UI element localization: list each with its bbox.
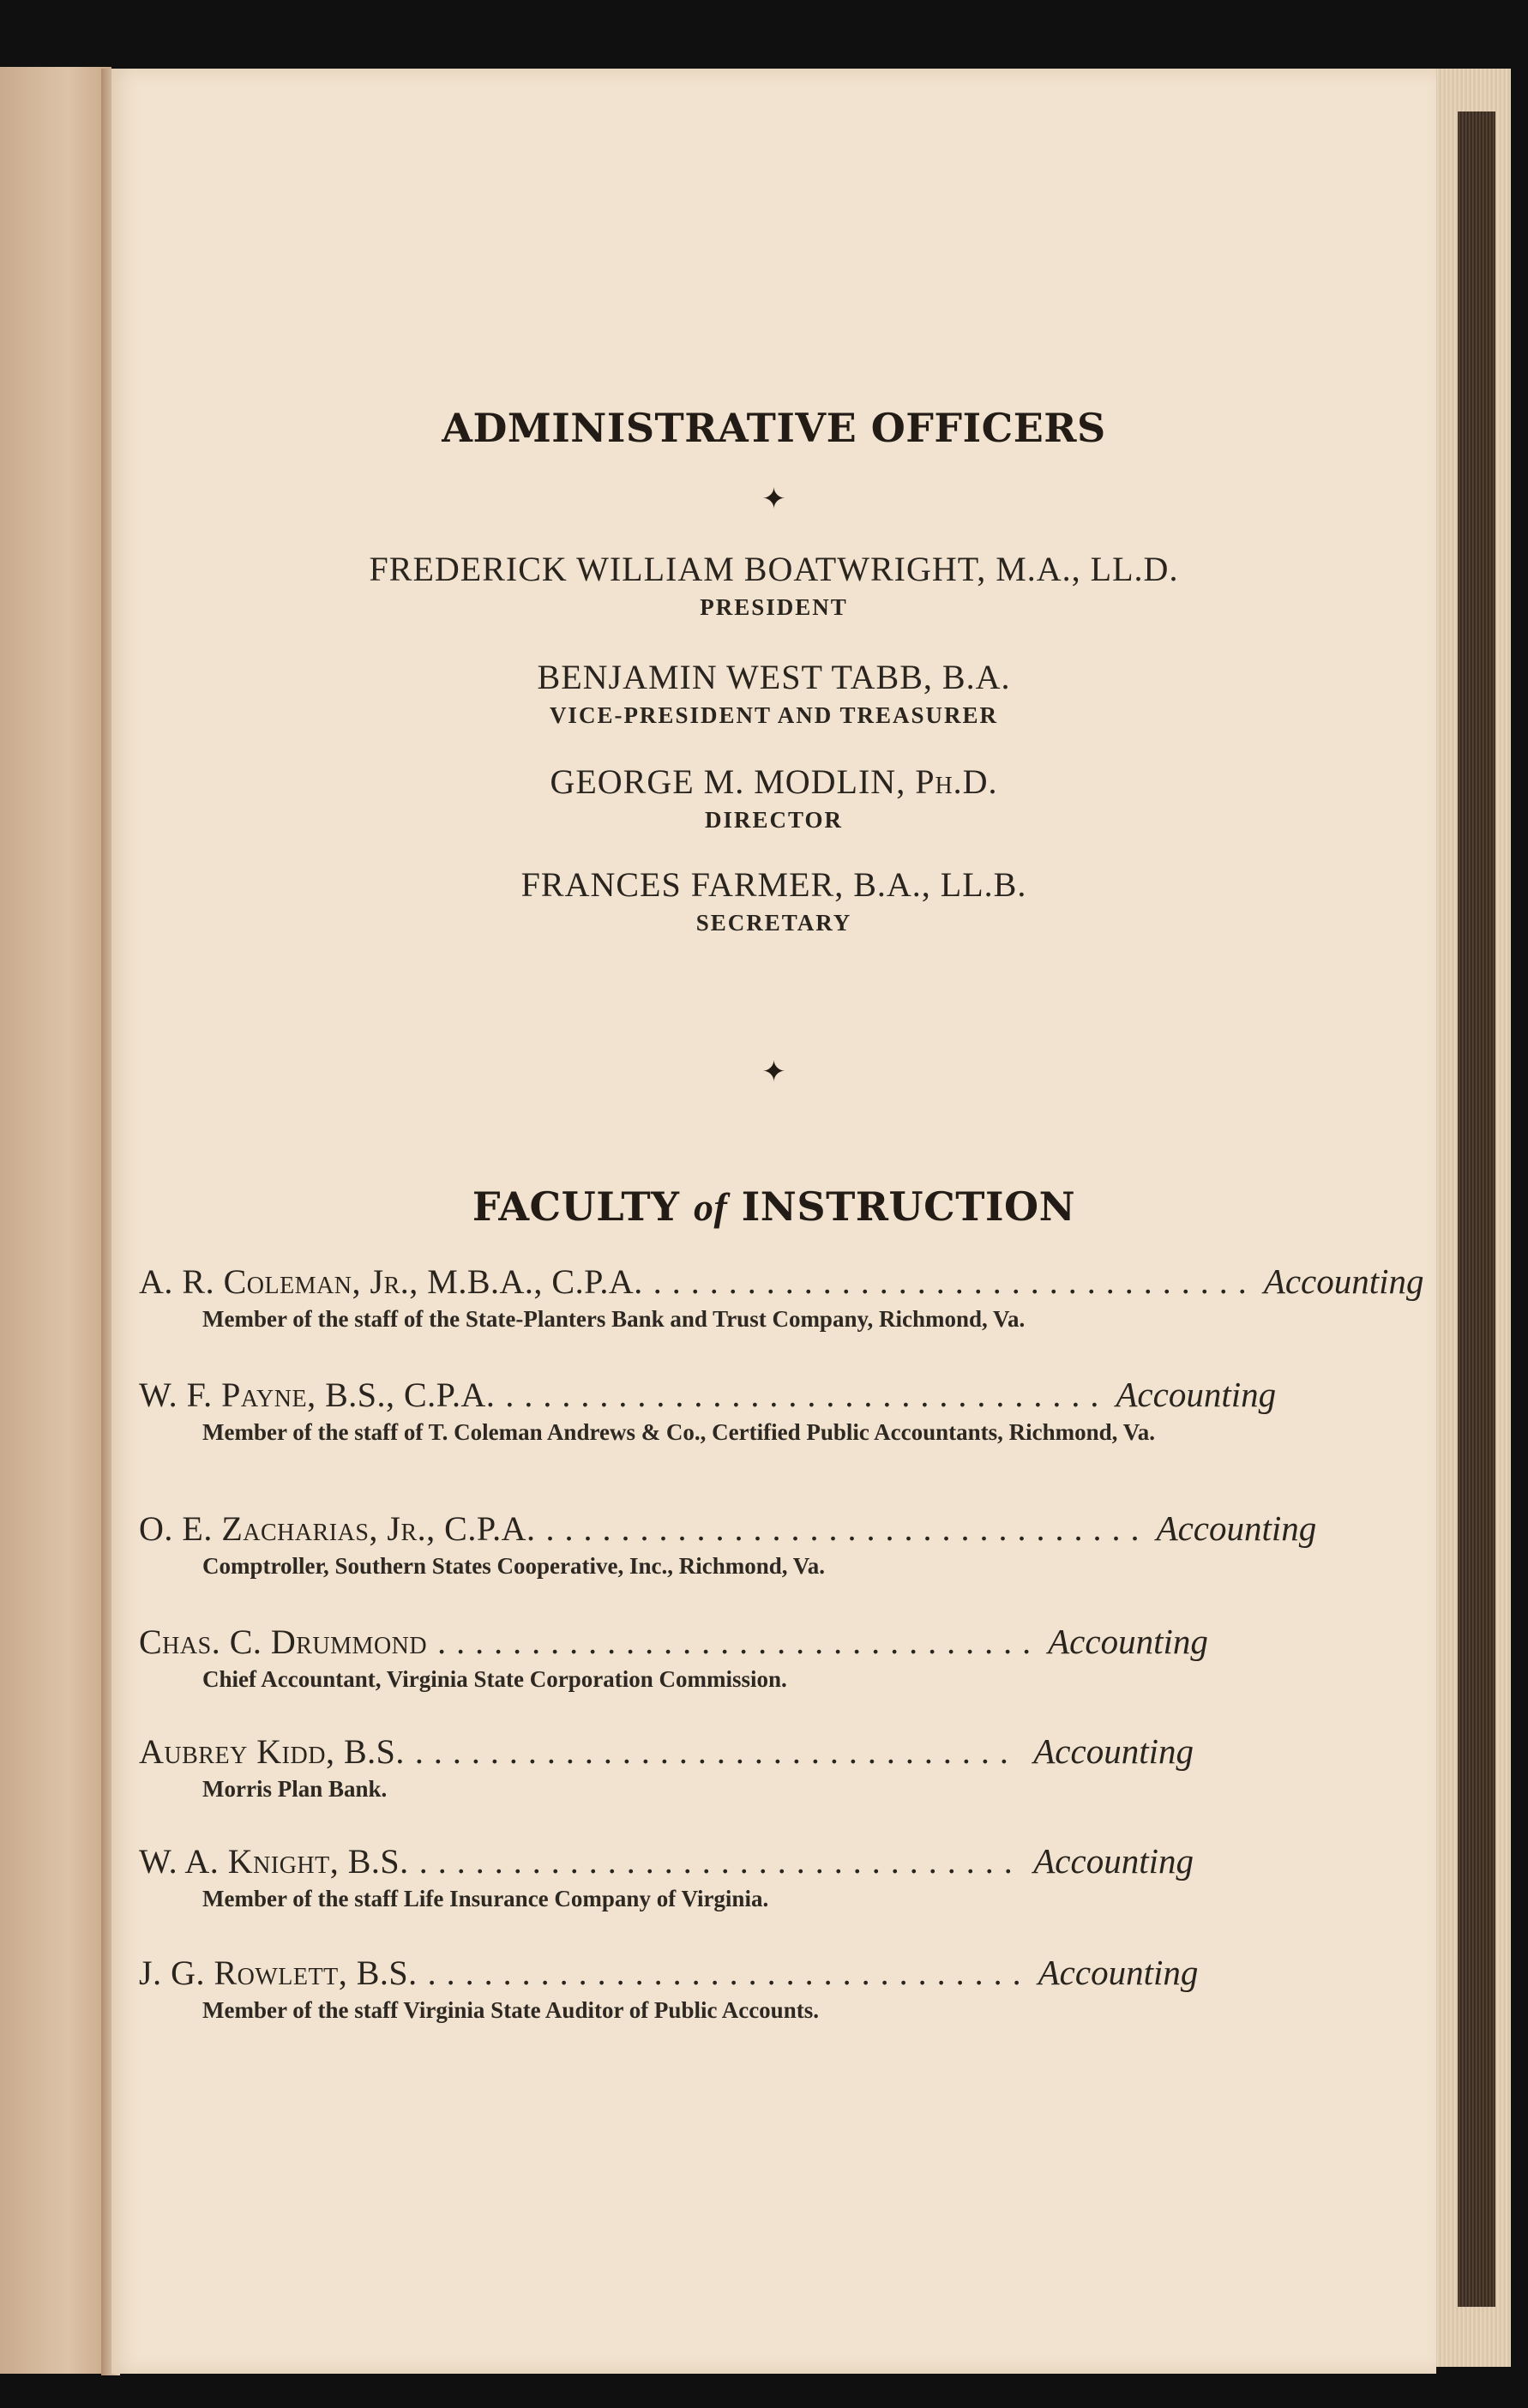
- officer-title: PRESIDENT: [700, 594, 848, 620]
- officer-title: VICE-PRESIDENT AND TREASURER: [549, 702, 999, 728]
- faculty-description: Member of the staff Virginia State Auditor of Public Accounts.: [202, 1997, 819, 2023]
- faculty-member: [139, 1731, 1194, 1803]
- book-cover-edge: [1458, 111, 1495, 2307]
- faculty-member: [139, 1374, 1277, 1446]
- book-page: [111, 69, 1436, 2374]
- faculty-description: Member of the staff of the State-Planters Bank and Trust Company, Richmond, Va.: [202, 1306, 1026, 1332]
- dot-leader: ................................: [418, 1842, 1023, 1881]
- faculty-heading-of: of: [693, 1185, 728, 1229]
- faculty-name: J. G. Rowlett, B.S.: [139, 1953, 418, 1992]
- faculty-description: Member of the staff Life Insurance Company of Virginia.: [202, 1886, 769, 1911]
- faculty-description: Morris Plan Bank.: [202, 1776, 388, 1802]
- star-ornament-icon: ✦: [761, 484, 786, 515]
- dot-leader: ................................: [653, 1262, 1257, 1301]
- faculty-heading: [111, 1183, 1436, 1230]
- faculty-subject: Accounting: [1263, 1261, 1424, 1301]
- faculty-subject: Accounting: [1116, 1375, 1277, 1414]
- faculty-member: [139, 1621, 1208, 1693]
- faculty-description: Chief Accountant, Virginia State Corporation Commission.: [202, 1666, 787, 1692]
- faculty-name: Chas. C. Drummond: [139, 1622, 428, 1661]
- faculty-description: Comptroller, Southern States Cooperative, Inc., Richmond, Va.: [202, 1553, 826, 1579]
- faculty-subject: Accounting: [1038, 1953, 1199, 1992]
- faculty-subject: Accounting: [1156, 1508, 1317, 1548]
- faculty-subject: Accounting: [1048, 1622, 1208, 1661]
- dot-leader: ................................: [414, 1732, 1019, 1771]
- dot-leader: ................................: [427, 1953, 1032, 1992]
- dot-leader: ................................: [545, 1509, 1150, 1548]
- officer-secretary: [111, 864, 1436, 936]
- faculty-name: A. R. Coleman, Jr., M.B.A., C.P.A.: [139, 1262, 643, 1301]
- officer-name: BENJAMIN WEST TABB, B.A.: [537, 658, 1011, 696]
- dot-leader: ................................: [505, 1376, 1110, 1414]
- faculty-member: [139, 1261, 1424, 1333]
- faculty-description: Member of the staff of T. Coleman Andrews & Co., Certified Public Accountants, Richmond, Va.: [202, 1419, 1155, 1445]
- faculty-member: [139, 1840, 1194, 1912]
- faculty-name: Aubrey Kidd, B.S.: [139, 1732, 405, 1771]
- officer-director: [111, 762, 1436, 834]
- officer-president: [111, 549, 1436, 621]
- admin-heading: ADMINISTRATIVE OFFICERS: [442, 405, 1106, 451]
- officer-name: FREDERICK WILLIAM BOATWRIGHT, M.A., LL.D.: [369, 550, 1179, 588]
- officer-name: FRANCES FARMER, B.A., LL.B.: [520, 865, 1027, 904]
- faculty-subject: Accounting: [1033, 1731, 1194, 1771]
- faculty-member: [139, 1508, 1317, 1580]
- faculty-name: W. A. Knight, B.S.: [139, 1842, 409, 1881]
- faculty-heading-right: INSTRUCTION: [741, 1183, 1076, 1230]
- faculty-name: O. E. Zacharias, Jr., C.P.A.: [139, 1509, 536, 1548]
- dot-leader: ................................: [437, 1622, 1042, 1661]
- faculty-member: [139, 1952, 1199, 2024]
- star-ornament-icon: ✦: [761, 1057, 786, 1088]
- faculty-name: W. F. Payne, B.S., C.P.A.: [139, 1376, 496, 1414]
- officer-vice-president: [111, 657, 1436, 729]
- left-page-edge: [0, 67, 111, 2374]
- faculty-heading-left: FACULTY: [472, 1183, 680, 1230]
- officer-title: DIRECTOR: [704, 807, 844, 833]
- officer-title: SECRETARY: [695, 910, 852, 936]
- faculty-subject: Accounting: [1033, 1841, 1194, 1881]
- officer-name: GEORGE M. MODLIN, Ph.D.: [550, 762, 998, 801]
